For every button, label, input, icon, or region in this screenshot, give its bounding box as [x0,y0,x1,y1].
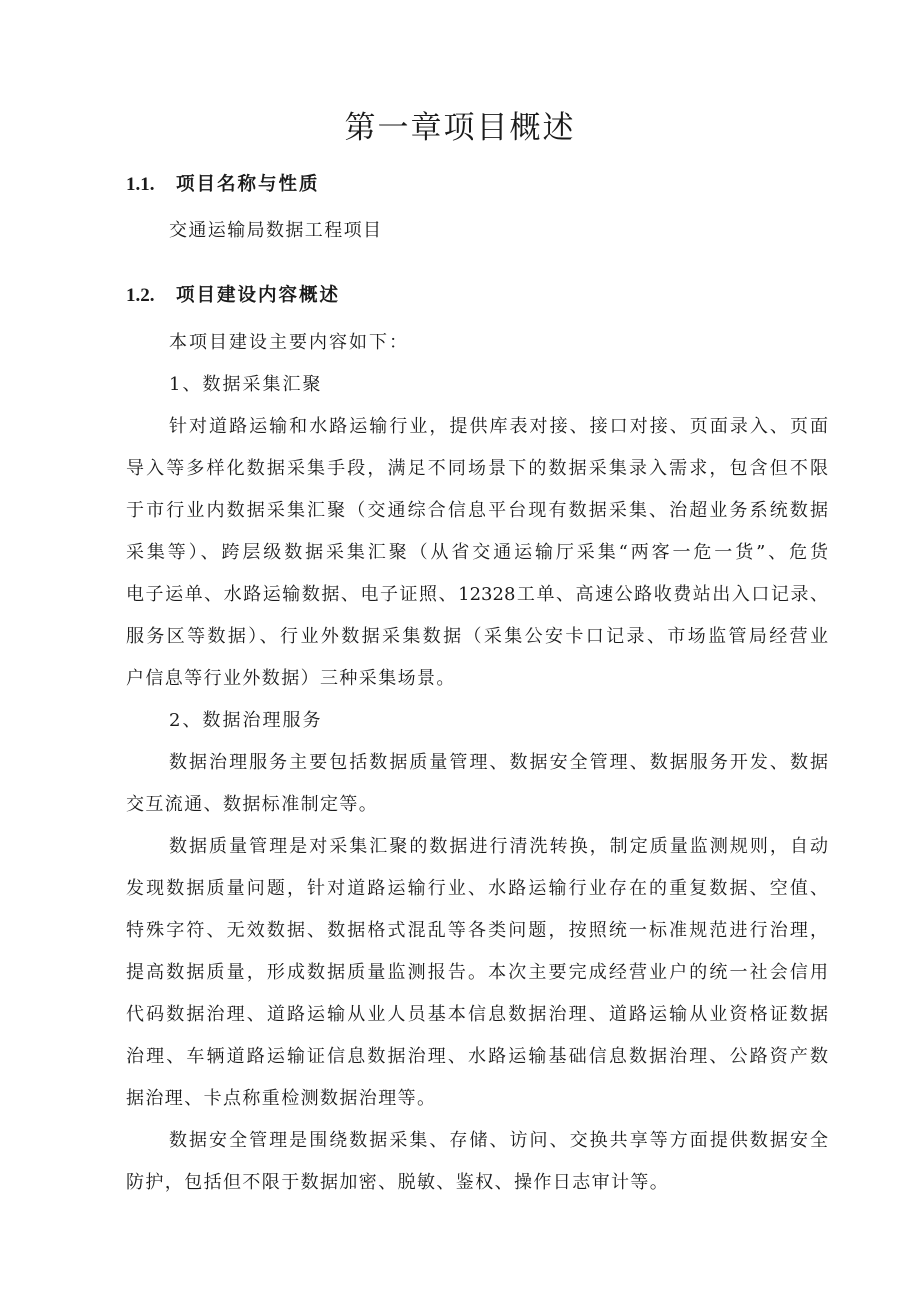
paragraph-line: 据治理、卡点称重检测数据治理等。 [126,1088,437,1109]
paragraph-line: 代码数据治理、道路运输从业人员基本信息数据治理、道路运输从业资格证数据 [126,1004,828,1025]
paragraph-line: 户信息等行业外数据）三种采集场景。 [126,668,456,689]
section-number: 1.2. [126,285,155,306]
paragraph-line: 数据安全管理是围绕数据采集、存储、访问、交换共享等方面提供数据安全 [169,1130,828,1151]
chapter-title: 第一章项目概述 [344,110,576,146]
paragraph-line: 于市行业内数据采集汇聚（交通综合信息平台现有数据采集、治超业务系统数据 [126,500,828,521]
paragraph-line: 采集等）、跨层级数据采集汇聚（从省交通运输厅采集“两客一危一货”、危货 [126,542,828,563]
section-number: 1.1. [126,174,155,195]
paragraph-line: 交互流通、数据标准制定等。 [126,794,379,815]
paragraph-line: 本项目建设主要内容如下： [169,332,409,353]
paragraph-line: 防护，包括但不限于数据加密、脱敏、鉴权、操作日志审计等。 [126,1172,670,1193]
paragraph-line: 发现数据质量问题，针对道路运输行业、水路运输行业存在的重复数据、空值、 [126,878,828,899]
paragraph-line: 提高数据质量，形成数据质量监测报告。本次主要完成经营业户的统一社会信用 [126,962,828,983]
section-title: 项目建设内容概述 [176,285,341,306]
project-name-line: 交通运输局数据工程项目 [169,220,383,241]
paragraph-line: 数据治理服务主要包括数据质量管理、数据安全管理、数据服务开发、数据 [169,752,828,773]
section-heading-1-1 [126,170,320,200]
section-title: 项目名称与性质 [176,174,320,195]
paragraph-line: 导入等多样化数据采集手段，满足不同场景下的数据采集录入需求，包含但不限 [126,458,828,479]
paragraph-line: 治理、车辆道路运输证信息数据治理、水路运输基础信息数据治理、公路资产数 [126,1046,828,1067]
subsection-heading-1: 1、数据采集汇聚 [169,374,323,395]
subsection-heading-2: 2、数据治理服务 [169,710,323,731]
paragraph-line: 特殊字符、无效数据、数据格式混乱等各类问题，按照统一标准规范进行治理， [126,920,828,941]
paragraph-line: 针对道路运输和水路运输行业，提供库表对接、接口对接、页面录入、页面 [169,416,828,437]
section-heading-1-2 [126,281,340,311]
paragraph-line: 数据质量管理是对采集汇聚的数据进行清洗转换，制定质量监测规则，自动 [169,836,828,857]
paragraph-line: 服务区等数据）、行业外数据采集数据（采集公安卡口记录、市场监管局经营业 [126,626,828,647]
paragraph-line: 电子运单、水路运输数据、电子证照、12328工单、高速公路收费站出入口记录、 [126,584,828,605]
